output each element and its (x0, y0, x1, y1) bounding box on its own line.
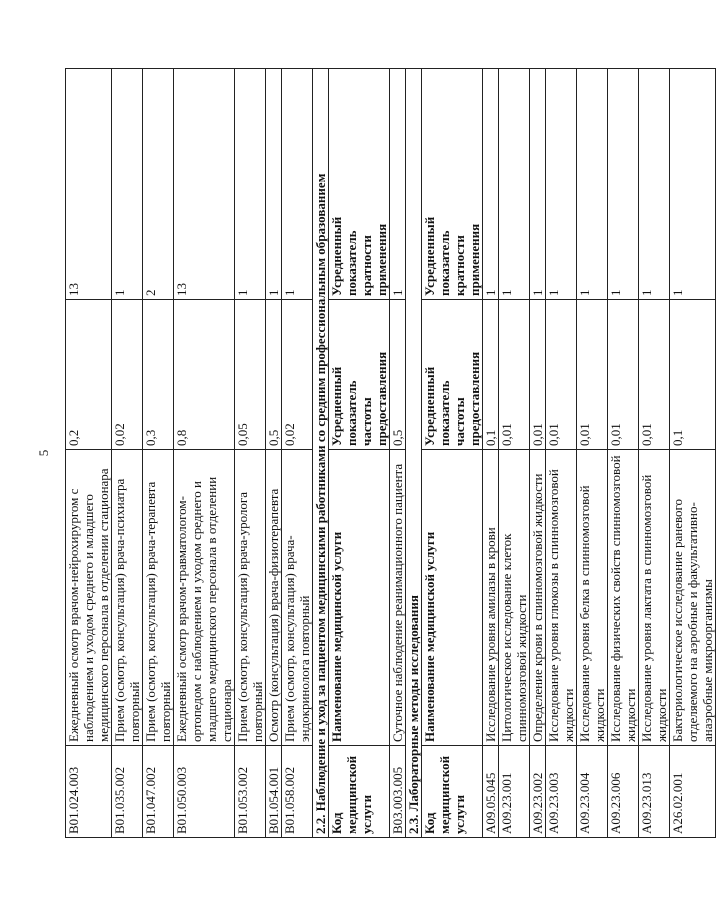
multiplicity-value: 1 (546, 69, 577, 300)
service-code: A09.23.004 (577, 746, 608, 838)
service-name: Прием (осмотр, консультация) врача-эндокринолога повторный (282, 450, 313, 746)
service-code: A09.23.001 (499, 746, 530, 838)
table-row (530, 69, 546, 838)
service-name: Ежедневный осмотр врачом-травматологом-ортопедом с наблюдением и уходом среднего и младшего медицинского персонала в отделении стационара (174, 450, 235, 746)
frequency-value: 0,01 (499, 300, 530, 450)
header-multiplicity-line: Усредненный (329, 216, 344, 296)
multiplicity-value: 1 (639, 69, 670, 300)
service-code: B01.024.003 (66, 746, 112, 838)
header-code-line: услуги (452, 794, 467, 834)
service-name: Бактериологическое исследование раневого отделяемого на аэробные и факультативно-анаэробные микроорганизмы (670, 450, 716, 746)
multiplicity-value: 1 (112, 69, 143, 300)
multiplicity-value: 13 (66, 69, 112, 300)
header-frequency-line: показатель (437, 380, 452, 446)
multiplicity-value: 1 (483, 69, 499, 300)
header-row (422, 69, 483, 838)
frequency-value: 0,01 (608, 300, 639, 450)
frequency-value: 0,3 (143, 300, 174, 450)
header-code-line: медицинской (437, 755, 452, 834)
multiplicity-value: 1 (670, 69, 716, 300)
table-row (66, 69, 112, 838)
header-name: Наименование медицинской услуги (422, 450, 483, 746)
service-name: Исследование уровня глюкозы в спинномозговой жидкости (546, 450, 577, 746)
header-multiplicity-line: применения (467, 223, 482, 296)
header-row (329, 69, 390, 838)
header-frequency-line: частоты (359, 397, 374, 446)
header-multiplicity (422, 69, 483, 300)
header-name: Наименование медицинской услуги (329, 450, 390, 746)
multiplicity-value: 1 (577, 69, 608, 300)
rotated-page-content (65, 68, 715, 838)
header-code (329, 746, 390, 838)
service-name: Исследование уровня лактата в спинномозговой жидкости (639, 450, 670, 746)
service-name: Прием (осмотр, консультация) врача-терапевта повторный (143, 450, 174, 746)
header-frequency-line: предоставления (467, 351, 482, 446)
service-name: Прием (осмотр, консультация) врача-психиатра повторный (112, 450, 143, 746)
service-name: Исследование физических свойств спинномозговой жидкости (608, 450, 639, 746)
header-multiplicity-line: Усредненный (422, 216, 437, 296)
frequency-value: 0,02 (112, 300, 143, 450)
header-code-line: Код (422, 812, 437, 834)
multiplicity-value: 1 (499, 69, 530, 300)
header-frequency-line: предоставления (374, 351, 389, 446)
service-code: B01.035.002 (112, 746, 143, 838)
frequency-value: 0,5 (390, 300, 406, 450)
table-row (266, 69, 282, 838)
table-row (390, 69, 406, 838)
service-name: Прием (осмотр, консультация) врача-уролога повторный (235, 450, 266, 746)
multiplicity-value: 1 (235, 69, 266, 300)
table-row (577, 69, 608, 838)
service-name: Ежедневный осмотр врачом-нейрохирургом с наблюдением и уходом среднего и младшего медицинского персонала в отделении стационара (66, 450, 112, 746)
frequency-value: 0,1 (670, 300, 716, 450)
frequency-value: 0,2 (66, 300, 112, 450)
service-name: Суточное наблюдение реанимационного пациента (390, 450, 406, 746)
header-code-line: услуги (359, 794, 374, 834)
frequency-value: 0,05 (235, 300, 266, 450)
section-title-nursing: 2.2. Наблюдение и уход за пациентом медицинскими работниками со средним профессиональным образованием (313, 69, 329, 838)
header-code (422, 746, 483, 838)
service-name: Осмотр (консультация) врача-физиотерапевта (266, 450, 282, 746)
multiplicity-value: 1 (530, 69, 546, 300)
frequency-value: 0,8 (174, 300, 235, 450)
service-code: B01.054.001 (266, 746, 282, 838)
service-code: A09.05.045 (483, 746, 499, 838)
service-code: B01.047.002 (143, 746, 174, 838)
header-frequency (329, 300, 390, 450)
table-row (174, 69, 235, 838)
multiplicity-value: 1 (390, 69, 406, 300)
service-code: B03.003.005 (390, 746, 406, 838)
header-frequency-line: Усредненный (329, 366, 344, 446)
header-frequency (422, 300, 483, 450)
multiplicity-value: 1 (282, 69, 313, 300)
section-title-lab: 2.3. Лабораторные методы исследования (406, 69, 422, 838)
frequency-value: 0,01 (546, 300, 577, 450)
service-name: Исследование уровня амилазы в крови (483, 450, 499, 746)
page-number: 5 (36, 449, 51, 457)
header-frequency-line: показатель (344, 380, 359, 446)
service-name: Исследование уровня белка в спинномозговой жидкости (577, 450, 608, 746)
header-frequency-line: частоты (452, 397, 467, 446)
header-multiplicity (329, 69, 390, 300)
header-multiplicity-line: кратности (452, 235, 467, 296)
service-name: Цитологическое исследование клеток спинномозговой жидкости (499, 450, 530, 746)
service-code: B01.058.002 (282, 746, 313, 838)
header-code-line: Код (329, 812, 344, 834)
table-row (546, 69, 577, 838)
service-name: Определение крови в спинномозговой жидкости (530, 450, 546, 746)
service-code: A09.23.013 (639, 746, 670, 838)
table-row (608, 69, 639, 838)
header-multiplicity-line: кратности (359, 235, 374, 296)
table-row (143, 69, 174, 838)
service-code: B01.053.002 (235, 746, 266, 838)
header-multiplicity-line: показатель (344, 230, 359, 296)
table-row (282, 69, 313, 838)
table-row (112, 69, 143, 838)
table-row (639, 69, 670, 838)
service-code: A26.02.001 (670, 746, 716, 838)
header-multiplicity-line: применения (374, 223, 389, 296)
table-row (483, 69, 499, 838)
services-table (65, 68, 716, 838)
section-row (406, 69, 422, 838)
section-row (313, 69, 329, 838)
multiplicity-value: 1 (266, 69, 282, 300)
frequency-value: 0,1 (483, 300, 499, 450)
frequency-value: 0,01 (639, 300, 670, 450)
frequency-value: 0,01 (530, 300, 546, 450)
multiplicity-value: 1 (608, 69, 639, 300)
table-row (670, 69, 716, 838)
multiplicity-value: 2 (143, 69, 174, 300)
multiplicity-value: 13 (174, 69, 235, 300)
header-multiplicity-line: показатель (437, 230, 452, 296)
service-code: B01.050.003 (174, 746, 235, 838)
table-row (499, 69, 530, 838)
frequency-value: 0,01 (577, 300, 608, 450)
table-row (235, 69, 266, 838)
service-code: A09.23.002 (530, 746, 546, 838)
frequency-value: 0,02 (282, 300, 313, 450)
service-code: A09.23.003 (546, 746, 577, 838)
header-frequency-line: Усредненный (422, 366, 437, 446)
frequency-value: 0,5 (266, 300, 282, 450)
service-code: A09.23.006 (608, 746, 639, 838)
header-code-line: медицинской (344, 755, 359, 834)
